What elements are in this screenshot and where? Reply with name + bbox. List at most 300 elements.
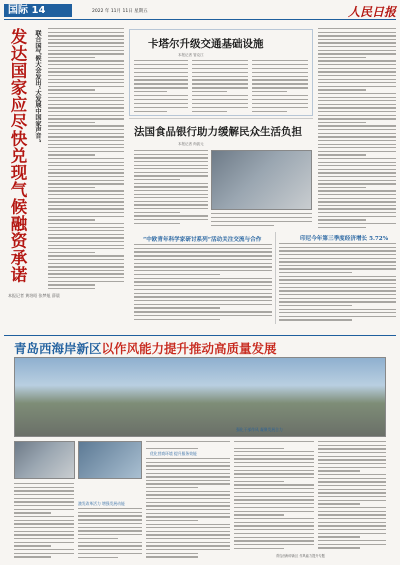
text-line <box>192 103 248 104</box>
special-body-col3-top <box>146 441 230 449</box>
text-line <box>318 35 396 36</box>
text-line <box>48 35 124 36</box>
text-line <box>318 133 396 134</box>
text-line <box>252 72 308 73</box>
text-line <box>78 549 142 550</box>
text-line <box>48 223 124 224</box>
text-line <box>134 107 188 108</box>
text-line <box>48 75 124 76</box>
story1-headline: 卡塔尔升级交通基础设施 <box>148 38 264 50</box>
text-line <box>134 208 208 209</box>
text-line <box>318 28 396 29</box>
text-line <box>318 500 386 501</box>
text-line <box>318 448 386 449</box>
brief2-headline: 印尼今年第三季度经济增长 5.72% <box>300 236 389 242</box>
text-line <box>134 212 180 213</box>
header-rule <box>4 19 396 20</box>
special-headline-region: 青岛西海岸新区 <box>14 341 102 356</box>
text-line <box>318 140 396 141</box>
text-line <box>318 107 396 108</box>
text-line <box>318 522 386 523</box>
text-line <box>234 492 314 493</box>
text-line <box>78 527 142 528</box>
text-line <box>192 68 248 69</box>
text-line <box>146 448 198 449</box>
story1-byline: 本报记者 管克江 <box>178 53 204 57</box>
text-line <box>318 536 360 537</box>
text-line <box>318 100 396 101</box>
text-line <box>14 523 74 524</box>
text-line <box>14 490 74 491</box>
text-line <box>134 183 208 184</box>
text-line <box>318 64 396 65</box>
text-line <box>318 514 386 515</box>
text-line <box>252 95 308 96</box>
text-line <box>318 42 396 43</box>
text-line <box>279 312 396 313</box>
text-line <box>146 498 230 499</box>
text-line <box>234 484 314 485</box>
text-line <box>146 553 198 554</box>
lead-subheadline: 联合国气候大会发出“大发展中国家声音” <box>34 30 41 143</box>
text-line <box>279 319 352 320</box>
text-line <box>134 79 188 80</box>
text-line <box>146 545 230 546</box>
text-line <box>14 483 74 484</box>
text-line <box>279 261 396 262</box>
text-line <box>279 268 396 269</box>
text-line <box>48 259 124 260</box>
text-line <box>234 540 314 541</box>
text-line <box>48 180 124 181</box>
text-line <box>14 498 74 499</box>
text-line <box>318 533 386 534</box>
text-line <box>48 187 95 188</box>
text-line <box>48 79 124 80</box>
text-line <box>318 165 396 166</box>
text-line <box>48 50 124 51</box>
text-line <box>14 512 51 513</box>
text-line <box>318 219 366 220</box>
text-line <box>48 93 124 94</box>
text-line <box>134 186 208 187</box>
text-line <box>48 172 124 173</box>
text-line <box>48 162 124 163</box>
text-line <box>48 53 124 54</box>
text-line <box>318 79 396 80</box>
text-line <box>318 162 396 163</box>
text-line <box>146 534 230 535</box>
text-line <box>234 466 314 467</box>
text-line <box>234 448 284 449</box>
text-line <box>318 158 396 159</box>
text-line <box>48 104 124 105</box>
text-line <box>14 538 74 539</box>
story1-body-left <box>134 60 188 112</box>
story2-headline: 法国食品银行助力缓解民众生活负担 <box>134 126 302 138</box>
text-line <box>252 103 308 104</box>
text-line <box>279 279 396 280</box>
text-line <box>48 266 124 267</box>
text-line <box>234 529 314 530</box>
text-line <box>318 57 366 58</box>
text-line <box>192 72 248 73</box>
text-line <box>78 557 118 558</box>
text-line <box>48 216 124 217</box>
text-line <box>252 91 287 92</box>
text-line <box>318 147 396 148</box>
text-line <box>279 272 352 273</box>
text-line <box>318 540 386 541</box>
text-line <box>14 527 74 528</box>
text-line <box>134 91 167 92</box>
text-line <box>318 71 396 72</box>
text-line <box>146 549 230 550</box>
text-line <box>48 136 124 137</box>
text-line <box>14 531 74 532</box>
text-line <box>318 151 396 152</box>
text-line <box>134 190 208 191</box>
construction-site-photo <box>14 441 75 479</box>
text-line <box>134 168 208 169</box>
text-line <box>318 194 396 195</box>
food-bank-photo <box>211 150 312 210</box>
text-line <box>234 537 314 538</box>
text-line <box>134 248 272 249</box>
text-line <box>318 118 396 119</box>
text-line <box>279 309 396 310</box>
text-line <box>48 165 124 166</box>
text-line <box>234 525 314 526</box>
text-line <box>48 57 95 58</box>
text-line <box>234 499 314 500</box>
text-line <box>318 144 396 145</box>
text-line <box>318 53 396 54</box>
text-line <box>48 140 124 141</box>
text-line <box>48 230 124 231</box>
text-line <box>279 265 396 266</box>
text-line <box>318 68 396 69</box>
text-line <box>134 99 188 100</box>
text-line <box>48 111 124 112</box>
harbor-photo <box>78 441 142 479</box>
brief1-body <box>134 244 272 320</box>
text-line <box>48 100 124 101</box>
text-line <box>48 205 124 206</box>
text-line <box>318 32 396 33</box>
text-line <box>234 503 314 504</box>
text-line <box>234 441 314 442</box>
text-line <box>318 456 386 457</box>
text-line <box>318 82 396 83</box>
section-tab: 国际 14 <box>4 4 72 17</box>
special-body-col4-top <box>234 441 314 449</box>
text-line <box>318 46 396 47</box>
special-body-col5 <box>318 441 386 549</box>
text-line <box>318 180 396 181</box>
text-line <box>318 104 396 105</box>
text-line <box>146 520 198 521</box>
text-line <box>48 284 95 285</box>
text-line <box>134 72 188 73</box>
text-line <box>318 503 360 504</box>
text-line <box>48 219 95 220</box>
text-line <box>318 474 386 475</box>
text-line <box>146 516 230 517</box>
text-line <box>318 547 360 548</box>
text-line <box>78 519 142 520</box>
text-line <box>134 87 188 88</box>
text-line <box>211 225 274 226</box>
text-line <box>279 298 396 299</box>
text-line <box>279 254 396 255</box>
text-line <box>48 118 124 119</box>
text-line <box>318 93 396 94</box>
text-line <box>146 465 230 466</box>
text-line <box>48 32 124 33</box>
text-line <box>318 129 396 130</box>
text-line <box>14 516 74 517</box>
text-line <box>146 556 198 557</box>
text-line <box>78 545 142 546</box>
text-line <box>14 487 74 488</box>
text-line <box>134 179 180 180</box>
text-line <box>48 273 124 274</box>
text-line <box>134 315 272 316</box>
text-line <box>134 197 208 198</box>
text-line <box>318 201 396 202</box>
text-line <box>48 241 124 242</box>
story2-body-right <box>211 213 312 226</box>
text-line <box>318 445 386 446</box>
text-line <box>134 307 220 308</box>
text-line <box>48 194 124 195</box>
text-line <box>134 215 208 216</box>
text-line <box>48 281 124 282</box>
text-line <box>234 522 314 523</box>
text-line <box>234 458 314 459</box>
text-line <box>234 477 314 478</box>
text-line <box>318 544 386 545</box>
text-line <box>48 28 124 29</box>
text-line <box>14 534 74 535</box>
text-line <box>48 169 124 170</box>
text-line <box>234 511 314 512</box>
text-line <box>134 311 272 312</box>
text-line <box>14 494 74 495</box>
text-line <box>48 245 124 246</box>
text-line <box>48 176 124 177</box>
text-line <box>146 502 230 503</box>
text-line <box>134 293 272 294</box>
story1-body-right <box>252 60 308 112</box>
text-line <box>318 518 386 519</box>
text-line <box>134 281 272 282</box>
text-line <box>318 507 386 508</box>
text-line <box>48 133 124 134</box>
text-line <box>318 223 396 224</box>
text-line <box>318 492 386 493</box>
special-body-col4 <box>234 451 314 549</box>
text-line <box>234 507 314 508</box>
text-line <box>134 270 272 271</box>
text-line <box>146 513 230 514</box>
text-line <box>48 255 124 256</box>
text-line <box>48 183 124 184</box>
text-line <box>192 79 248 80</box>
story2-byline: 本报记者 尚凯元 <box>178 142 204 146</box>
text-line <box>252 87 308 88</box>
text-line <box>146 509 230 510</box>
text-line <box>211 213 312 214</box>
text-line <box>318 111 396 112</box>
special-body-col3 <box>146 458 230 558</box>
text-line <box>146 524 230 525</box>
text-line <box>318 97 396 98</box>
text-line <box>14 556 51 557</box>
text-line <box>134 285 272 286</box>
text-line <box>146 469 230 470</box>
text-line <box>78 508 142 509</box>
text-line <box>78 512 142 513</box>
text-line <box>48 68 124 69</box>
brief2-body <box>279 243 396 321</box>
text-line <box>48 129 124 130</box>
text-line <box>146 487 198 488</box>
text-line <box>78 538 118 539</box>
text-line <box>234 548 284 549</box>
text-line <box>279 287 396 288</box>
text-line <box>318 169 396 170</box>
text-line <box>48 252 95 253</box>
text-line <box>48 122 95 123</box>
text-line <box>134 278 272 279</box>
text-line <box>48 71 124 72</box>
text-line <box>146 531 230 532</box>
text-line <box>134 201 208 202</box>
text-line <box>234 455 314 456</box>
text-line <box>134 244 272 245</box>
text-line <box>78 534 142 535</box>
text-line <box>146 494 230 495</box>
text-line <box>134 60 188 61</box>
text-line <box>279 243 396 244</box>
text-line <box>318 227 366 228</box>
text-line <box>192 95 248 96</box>
text-line <box>146 505 230 506</box>
text-line <box>146 542 230 543</box>
text-line <box>192 64 248 65</box>
text-line <box>134 251 272 252</box>
text-line <box>252 68 308 69</box>
text-line <box>279 301 396 302</box>
column-divider <box>275 232 276 324</box>
special-subheading-2: 优化营商环境 提升服务效能 <box>150 451 197 456</box>
text-line <box>48 201 124 202</box>
text-line <box>192 111 227 112</box>
text-line <box>318 478 386 479</box>
section-divider <box>129 118 313 119</box>
text-line <box>252 99 308 100</box>
text-line <box>48 115 124 116</box>
text-line <box>134 83 188 84</box>
text-line <box>48 107 124 108</box>
text-line <box>78 530 142 531</box>
text-line <box>318 176 396 177</box>
text-line <box>134 300 272 301</box>
text-line <box>48 248 124 249</box>
text-line <box>78 542 142 543</box>
text-line <box>134 154 208 155</box>
text-line <box>279 250 396 251</box>
text-line <box>14 520 74 521</box>
text-line <box>134 204 208 205</box>
text-line <box>134 289 272 290</box>
text-line <box>134 304 272 305</box>
text-line <box>318 481 386 482</box>
text-line <box>318 205 396 206</box>
text-line <box>192 87 248 88</box>
text-line <box>48 125 124 126</box>
text-line <box>318 154 366 155</box>
text-line <box>134 255 272 256</box>
new-area-aerial-photo <box>14 357 386 437</box>
text-line <box>14 501 74 502</box>
text-line <box>146 476 230 477</box>
text-line <box>134 296 272 297</box>
lead-article-credit: 本报记者 黄培昭 张梦旭 薛晨 <box>8 293 60 298</box>
text-line <box>318 208 396 209</box>
text-line <box>318 525 386 526</box>
text-line <box>14 549 74 550</box>
text-line <box>146 458 230 459</box>
text-line <box>146 538 230 539</box>
text-line <box>318 489 386 490</box>
text-line <box>192 60 248 61</box>
text-line <box>234 533 314 534</box>
text-line <box>134 150 208 151</box>
text-line <box>48 158 124 159</box>
text-line <box>78 523 142 524</box>
lead-article-body <box>48 28 124 290</box>
text-line <box>48 154 95 155</box>
text-line <box>318 529 386 530</box>
text-line <box>252 107 308 108</box>
text-line <box>211 221 312 222</box>
text-line <box>279 258 396 259</box>
text-line <box>146 441 230 442</box>
text-line <box>279 276 396 277</box>
text-line <box>134 161 208 162</box>
text-line <box>134 64 188 65</box>
story1-body-middle <box>192 60 248 112</box>
text-line <box>279 247 396 248</box>
text-line <box>192 107 248 108</box>
text-line <box>48 198 124 199</box>
text-line <box>134 157 208 158</box>
text-line <box>48 234 124 235</box>
text-line <box>318 122 366 123</box>
text-line <box>134 223 180 224</box>
text-line <box>48 190 124 191</box>
text-line <box>318 467 386 468</box>
text-line <box>318 463 386 464</box>
text-line <box>146 462 230 463</box>
text-line <box>134 175 208 176</box>
text-line <box>14 545 51 546</box>
newspaper-logo: 人民日报 <box>348 5 397 19</box>
text-line <box>48 39 124 40</box>
